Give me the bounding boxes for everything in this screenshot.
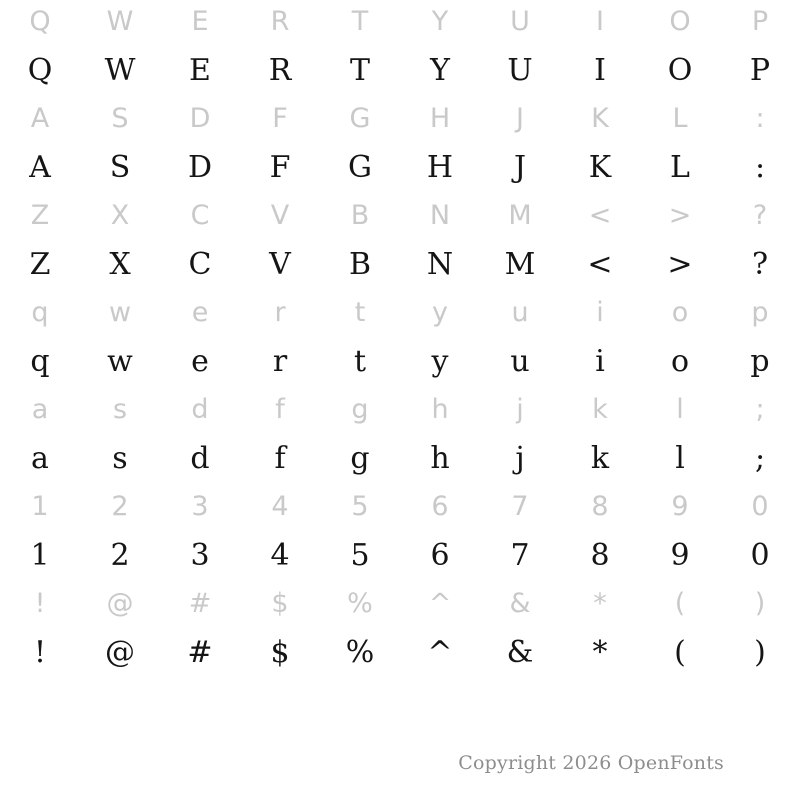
glyph-row-group — [0, 291, 800, 388]
reference-glyph: J — [516, 103, 524, 134]
sample-glyph: 0 — [750, 538, 770, 573]
sample-glyph: ( — [674, 635, 686, 670]
sample-glyph: M — [504, 247, 536, 282]
sample-glyph: 5 — [350, 538, 370, 573]
copyright-notice: Copyright 2026 OpenFonts — [458, 752, 724, 774]
reference-glyph: T — [351, 6, 369, 37]
reference-glyph-row — [0, 97, 800, 141]
reference-glyph: ^ — [428, 588, 452, 619]
reference-glyph: 0 — [751, 491, 769, 522]
sample-glyph: u — [510, 344, 530, 379]
sample-glyph-row — [0, 141, 800, 194]
reference-glyph: X — [110, 200, 130, 231]
reference-glyph: & — [509, 588, 531, 619]
reference-glyph: 1 — [31, 491, 49, 522]
sample-glyph: 4 — [270, 538, 290, 573]
reference-glyph: W — [106, 6, 134, 37]
reference-glyph-row — [0, 582, 800, 626]
reference-glyph: Z — [30, 200, 50, 231]
sample-glyph: o — [670, 344, 690, 379]
reference-glyph: G — [349, 103, 371, 134]
sample-glyph: B — [348, 247, 372, 282]
reference-glyph: E — [191, 6, 209, 37]
reference-glyph: u — [511, 297, 529, 328]
reference-glyph: ? — [752, 200, 768, 231]
reference-glyph: h — [431, 394, 449, 425]
reference-glyph: K — [591, 103, 609, 134]
sample-glyph: N — [426, 247, 454, 282]
reference-glyph: s — [112, 394, 128, 425]
sample-glyph: Y — [430, 53, 450, 88]
reference-glyph: q — [31, 297, 49, 328]
reference-glyph: 8 — [591, 491, 609, 522]
reference-glyph: 4 — [271, 491, 289, 522]
sample-glyph: O — [667, 53, 693, 88]
sample-glyph: t — [353, 344, 367, 379]
reference-glyph: g — [351, 394, 369, 425]
sample-glyph: L — [670, 150, 690, 185]
sample-glyph: e — [191, 344, 209, 379]
sample-glyph: f — [274, 441, 286, 476]
reference-glyph: > — [668, 200, 692, 231]
sample-glyph-row — [0, 432, 800, 485]
sample-glyph: & — [506, 635, 534, 670]
reference-glyph: : — [755, 103, 765, 134]
reference-glyph: o — [671, 297, 689, 328]
sample-glyph: 9 — [670, 538, 690, 573]
sample-glyph: w — [107, 344, 133, 379]
glyph-row-group — [0, 388, 800, 485]
reference-glyph: Y — [431, 6, 449, 37]
sample-glyph-row — [0, 626, 800, 679]
reference-glyph: f — [275, 394, 285, 425]
sample-glyph: p — [750, 344, 770, 379]
sample-glyph: 2 — [110, 538, 130, 573]
sample-glyph: k — [590, 441, 610, 476]
sample-glyph: ! — [33, 635, 47, 670]
sample-glyph: % — [345, 635, 375, 670]
reference-glyph: l — [676, 394, 684, 425]
sample-glyph: S — [109, 150, 131, 185]
sample-glyph-row — [0, 238, 800, 291]
sample-glyph: W — [104, 53, 136, 88]
sample-glyph: I — [594, 53, 606, 88]
sample-glyph: r — [272, 344, 288, 379]
sample-glyph: a — [31, 441, 49, 476]
reference-glyph: V — [270, 200, 290, 231]
sample-glyph: J — [513, 150, 527, 185]
reference-glyph-row — [0, 388, 800, 432]
sample-glyph: 1 — [30, 538, 50, 573]
reference-glyph: L — [672, 103, 688, 134]
reference-glyph: t — [354, 297, 366, 328]
reference-glyph: 9 — [671, 491, 689, 522]
sample-glyph: P — [749, 53, 771, 88]
reference-glyph: A — [30, 103, 50, 134]
sample-glyph: j — [515, 441, 525, 476]
sample-glyph: ; — [754, 441, 766, 476]
reference-glyph: < — [588, 200, 612, 231]
reference-glyph: N — [429, 200, 451, 231]
reference-glyph: $ — [271, 588, 289, 619]
sample-glyph: A — [29, 150, 51, 185]
sample-glyph: E — [189, 53, 211, 88]
sample-glyph: g — [350, 441, 370, 476]
sample-glyph: < — [587, 247, 613, 282]
glyph-row-group — [0, 582, 800, 679]
reference-glyph: j — [516, 394, 524, 425]
reference-glyph: P — [751, 6, 769, 37]
sample-glyph: # — [187, 635, 213, 670]
sample-glyph: * — [592, 635, 608, 670]
sample-glyph: @ — [105, 635, 135, 670]
reference-glyph-row — [0, 194, 800, 238]
reference-glyph: Q — [29, 6, 51, 37]
sample-glyph: R — [268, 53, 292, 88]
sample-glyph: y — [431, 344, 449, 379]
footer — [0, 752, 800, 774]
sample-glyph: 8 — [590, 538, 610, 573]
reference-glyph: 5 — [351, 491, 369, 522]
sample-glyph-row — [0, 44, 800, 97]
reference-glyph: 2 — [111, 491, 129, 522]
sample-glyph: F — [269, 150, 291, 185]
glyph-row-group — [0, 0, 800, 97]
reference-glyph: * — [593, 588, 607, 619]
reference-glyph: i — [596, 297, 604, 328]
sample-glyph: d — [190, 441, 210, 476]
sample-glyph: h — [430, 441, 450, 476]
glyph-row-group — [0, 485, 800, 582]
reference-glyph: ! — [34, 588, 46, 619]
reference-glyph: a — [31, 394, 49, 425]
reference-glyph: y — [432, 297, 448, 328]
sample-glyph: i — [595, 344, 605, 379]
sample-glyph: ) — [754, 635, 766, 670]
reference-glyph: % — [347, 588, 373, 619]
sample-glyph-row — [0, 529, 800, 582]
reference-glyph: R — [270, 6, 290, 37]
glyph-row-group — [0, 194, 800, 291]
reference-glyph: w — [108, 297, 132, 328]
reference-glyph: U — [510, 6, 530, 37]
reference-glyph: 6 — [431, 491, 449, 522]
reference-glyph: e — [191, 297, 209, 328]
reference-glyph: D — [189, 103, 211, 134]
sample-glyph: C — [188, 247, 212, 282]
sample-glyph: D — [187, 150, 213, 185]
reference-glyph: ) — [754, 588, 766, 619]
sample-glyph: s — [112, 441, 128, 476]
reference-glyph: I — [596, 6, 604, 37]
sample-glyph: V — [269, 247, 291, 282]
sample-glyph: l — [675, 441, 685, 476]
sample-glyph: $ — [270, 635, 290, 670]
sample-glyph: q — [30, 344, 50, 379]
reference-glyph: B — [350, 200, 370, 231]
reference-glyph: C — [190, 200, 210, 231]
sample-glyph: > — [667, 247, 693, 282]
reference-glyph: @ — [106, 588, 134, 619]
sample-glyph: : — [754, 150, 766, 185]
sample-glyph: T — [349, 53, 370, 88]
glyph-row-group — [0, 97, 800, 194]
reference-glyph: # — [188, 588, 212, 619]
reference-glyph-row — [0, 0, 800, 44]
sample-glyph: H — [426, 150, 454, 185]
sample-glyph: K — [588, 150, 612, 185]
reference-glyph: 7 — [511, 491, 529, 522]
reference-glyph: H — [429, 103, 451, 134]
sample-glyph: ^ — [427, 635, 453, 670]
sample-glyph: 7 — [510, 538, 530, 573]
reference-glyph: k — [592, 394, 608, 425]
reference-glyph: r — [274, 297, 286, 328]
sample-glyph: 3 — [190, 538, 210, 573]
reference-glyph: F — [272, 103, 288, 134]
sample-glyph: X — [109, 247, 131, 282]
sample-glyph: 6 — [430, 538, 450, 573]
reference-glyph: d — [191, 394, 209, 425]
sample-glyph: G — [348, 150, 372, 185]
reference-glyph-row — [0, 485, 800, 529]
reference-glyph: S — [111, 103, 129, 134]
reference-glyph: O — [669, 6, 691, 37]
reference-glyph: p — [751, 297, 769, 328]
sample-glyph: U — [507, 53, 533, 88]
sample-glyph-row — [0, 335, 800, 388]
reference-glyph-row — [0, 291, 800, 335]
sample-glyph: Q — [27, 53, 53, 88]
sample-glyph: Z — [29, 247, 51, 282]
reference-glyph: M — [508, 200, 532, 231]
reference-glyph: ( — [674, 588, 686, 619]
reference-glyph: ; — [755, 394, 765, 425]
reference-glyph: 3 — [191, 491, 209, 522]
sample-glyph: ? — [751, 247, 769, 282]
